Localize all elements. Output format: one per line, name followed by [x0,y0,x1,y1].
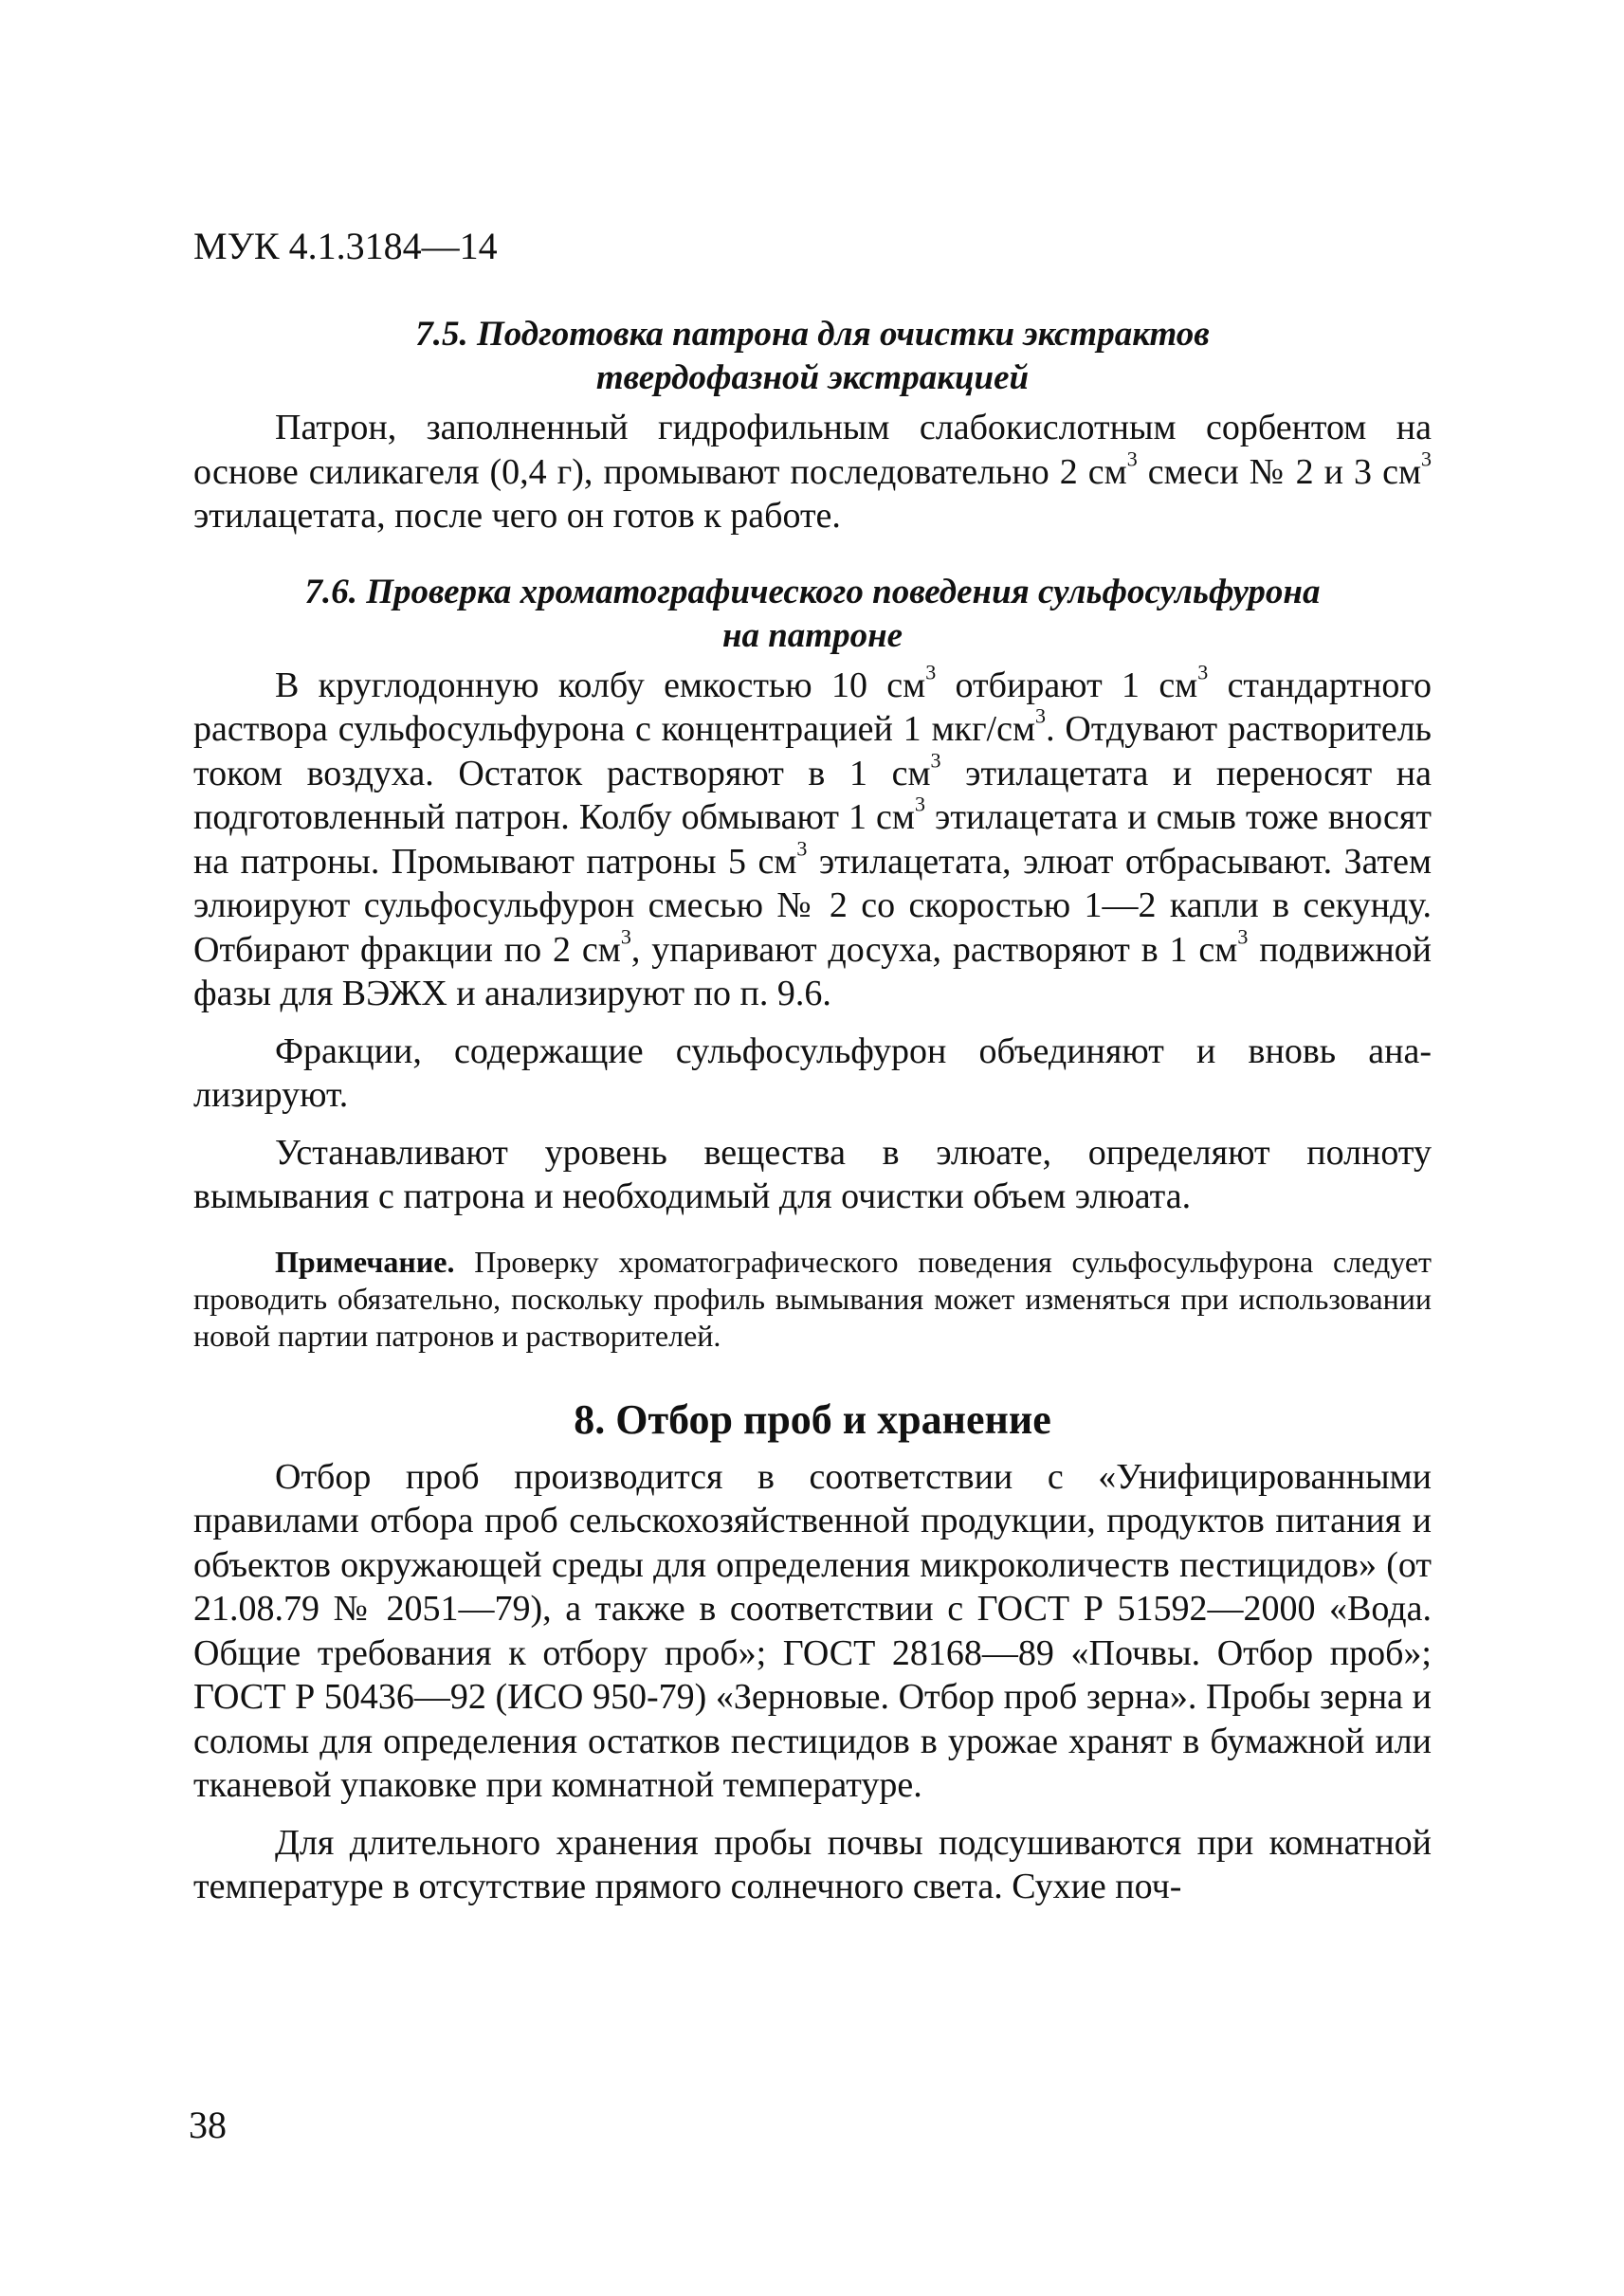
superscript: 3 [1237,923,1249,948]
section-7-5-title-line2: твердофазной экстракцией [595,358,1030,397]
text-run: этилацетата, после чего он готов к работе. [193,496,841,536]
text-run: подвижной фазы для ВЭЖХ и анализируют по п. 9.6. [193,929,1432,1013]
page-content [193,313,1432,1909]
section-7-6-paragraph-3: Устанавливают уровень вещества в элюате, определяют полноту вымывания с патрона и необходимый для очистки объем элюата. [193,1132,1432,1216]
text-run: отбирают 1 см [936,665,1198,705]
section-7-5-paragraph [193,406,1432,538]
text-run: смеси № 2 и 3 см [1137,451,1421,492]
superscript: 3 [1035,703,1047,728]
section-7-5-title-line1: 7.5. Подготовка патрона для очистки экстрактов [415,315,1210,354]
superscript: 3 [620,923,631,948]
superscript: 3 [1421,446,1432,470]
section-7-6-title-line2: на патроне [721,615,903,655]
section-7-6-paragraph-1 [193,659,1432,1016]
section-7-6-paragraph-2: Фракции, содержащие сульфосульфурон объединяют и вновь анализируют. [193,1030,1432,1115]
superscript: 3 [914,792,925,816]
text-run: , упаривают досуха, растворяют в 1 см [630,929,1238,970]
note-label: Примечание. [275,1244,455,1279]
section-7-6-title-line1: 7.6. Проверка хроматографического поведения сульфосульфурона [304,572,1321,611]
text-run: стандартного раствора сульфосульфурона с концентрацией 1 мкг/см [193,665,1432,749]
section-7-5-title [193,313,1432,400]
superscript: 3 [930,747,941,772]
superscript: 3 [925,659,937,683]
superscript: 3 [1126,446,1138,470]
section-8-paragraph-2: Для длительного хранения пробы почвы подсушиваются при комнатной температуре в отсутствие прямого солнечного света. Сухие поч- [193,1822,1432,1906]
note-text: Проверку хроматографического поведения сульфосульфурона следует проводить обязательно, поскольку профиль вымывания может изменяться при использовании новой партии патронов и растворителей. [193,1244,1432,1353]
text-run: . Отдувают растворитель током воздуха. Остаток растворяют в 1 см [193,709,1432,793]
section-7-6-title [193,571,1432,658]
document-code: МУК 4.1.3184—14 [193,225,498,267]
section-8-title: 8. Отбор проб и хранение [574,1395,1051,1443]
text-run: Патрон, заполненный гидрофильным слабокислотным сорбентом на основе силикагеля (0,4 г), промывают последовательно 2 см [193,408,1432,492]
superscript: 3 [1197,659,1209,683]
page-number: 38 [189,2104,227,2146]
text-run: этилацетата, элюат отбрасывают. Затем элюируют сульфосульфурон смесью № 2 со скоростью 1—2 капли в секунду. Отбирают фракции по 2 см [193,841,1432,970]
section-8-paragraph-1: Отбор проб производится в соответствии с «Унифицированными правилами отбора проб сельскохозяйственной продукции, продуктов питания и объектов окружающей среды для определения микроколичеств пестицидов» (от 21.08.79 № 2051—79), а также в соответствии с ГОСТ Р 51592—2000 «Вода. Общие требования к отбору проб»; ГОСТ 28168—89 «Почвы. Отбор проб»; ГОСТ Р 50436—92 (ИСО 950-79) «Зерновые. Отбор проб зерна». Пробы зерна и соломы для определения остатков пестицидов в урожае хранят в бумажной или тканевой упаковке при комнатной температуре. [193,1456,1432,1805]
text-run: этилацетата и смыв тоже вносят на патроны. Промывают патроны 5 см [193,797,1432,882]
text-run: В круглодонную колбу емкостью 10 см [275,665,926,705]
text-run: этилацетата и переносят на подготовленный патрон. Колбу обмывают 1 см [193,753,1432,837]
superscript: 3 [796,835,808,860]
section-7-6-note [193,1244,1432,1355]
